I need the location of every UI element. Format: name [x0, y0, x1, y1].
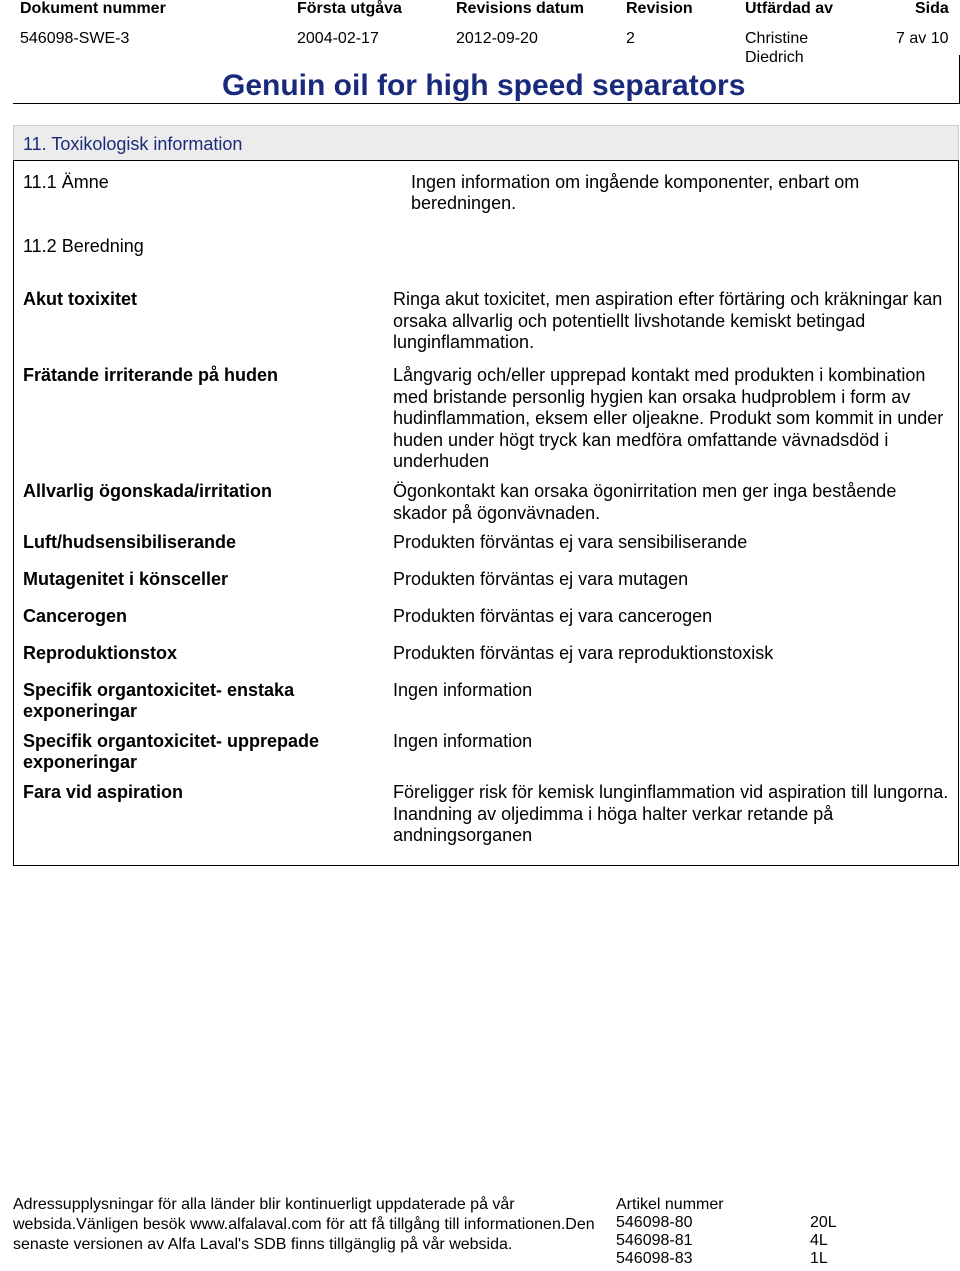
- header-label-revision: Revision: [626, 0, 693, 17]
- header-issued-by-first: Christine: [745, 30, 809, 47]
- footer-article-size: 20L: [810, 1214, 837, 1231]
- header-first-edition: 2004-02-17: [297, 30, 379, 47]
- row-text-eye-damage: Ögonkontakt kan orsaka ögonirritation men ger inga bestående skador på ögonvävnaden.: [393, 481, 897, 523]
- footer-article-number: 546098-83: [616, 1250, 693, 1267]
- footer-note: Adressupplysningar för alla länder blir kontinuerligt uppdaterade på vår websida.Vänligen besök www.alfalaval.com för att få tillgång till informationen.Den senaste versionen av Alfa Laval's SDB finns tillgänglig på vår websida.: [13, 1196, 595, 1253]
- row-label-acute-toxicity: Akut toxixitet: [23, 289, 138, 309]
- row-label-reproductive-toxicity: Reproduktionstox: [23, 643, 178, 663]
- row-text-skin-corrosion: Långvarig och/eller upprepad kontakt med produkten i kombination med bristande personlig hygien kan orsaka hudproblem i form av hudinflammation, eksem eller oljeakne. Produkt som kommit in under huden under högt tryck kan medföra omfattande vävnadsdöd i underhuden: [393, 365, 944, 472]
- header-revision: 2: [626, 30, 635, 47]
- row-text-carcinogenicity: Produkten förväntas ej vara cancerogen: [393, 606, 713, 626]
- row-text-sensitisation: Produkten förväntas ej vara sensibiliserande: [393, 532, 748, 552]
- row-text-stot-single: Ingen information: [393, 680, 533, 700]
- footer-article-size: 1L: [810, 1250, 828, 1267]
- header-label-first-edition: Första utgåva: [297, 0, 402, 17]
- subsection-substance-value: Ingen information om ingående komponenter, enbart om beredningen.: [411, 172, 860, 213]
- header-label-issued-by: Utfärdad av: [745, 0, 834, 17]
- subsection-preparation-label: 11.2 Beredning: [23, 236, 144, 256]
- section-heading: 11. Toxikologisk information: [23, 134, 243, 154]
- row-label-carcinogenicity: Cancerogen: [23, 606, 128, 626]
- section-header-bar: [13, 125, 959, 160]
- row-text-aspiration-hazard: Föreligger risk för kemisk lunginflammation vid aspiration till lungorna. Inandning av oljedimma i höga halter verkar retande på andningsorganen: [393, 782, 949, 846]
- footer-article-header: Artikel nummer: [616, 1196, 724, 1213]
- footer-article-number: 546098-81: [616, 1232, 693, 1249]
- header-revision-date: 2012-09-20: [456, 30, 538, 47]
- row-label-eye-damage: Allvarlig ögonskada/irritation: [23, 481, 273, 501]
- footer-article-number: 546098-80: [616, 1214, 693, 1231]
- row-label-aspiration-hazard: Fara vid aspiration: [23, 782, 184, 802]
- header-page-number: 7 av 10: [896, 30, 949, 47]
- row-label-stot-single: Specifik organtoxicitet- enstaka exponeringar: [23, 680, 295, 721]
- row-label-sensitisation: Luft/hudsensibiliserande: [23, 532, 237, 552]
- header-label-page: Sida: [915, 0, 949, 17]
- row-text-reproductive-toxicity: Produkten förväntas ej vara reproduktionstoxisk: [393, 643, 774, 663]
- row-text-stot-repeated: Ingen information: [393, 731, 533, 751]
- row-text-acute-toxicity: Ringa akut toxicitet, men aspiration efter förtäring och kräkningar kan orsaka allvarlig och potentiellt livshotande kemiskt betingad lunginflammation.: [393, 289, 943, 353]
- row-label-skin-corrosion: Frätande irriterande på huden: [23, 365, 279, 385]
- subsection-substance-label: 11.1 Ämne: [23, 172, 109, 192]
- document-title: Genuin oil for high speed separators: [222, 69, 746, 102]
- row-label-stot-repeated: Specifik organtoxicitet- upprepade exponeringar: [23, 731, 320, 772]
- header-issued-by-last: Diedrich: [745, 49, 804, 66]
- footer-article-size: 4L: [810, 1232, 828, 1249]
- row-label-mutagenicity: Mutagenitet i könsceller: [23, 569, 229, 589]
- header-divider: [13, 103, 960, 104]
- header-label-doc-no: Dokument nummer: [20, 0, 166, 17]
- header-label-revision-date: Revisions datum: [456, 0, 585, 17]
- row-text-mutagenicity: Produkten förväntas ej vara mutagen: [393, 569, 689, 589]
- header-doc-no: 546098-SWE-3: [20, 30, 130, 47]
